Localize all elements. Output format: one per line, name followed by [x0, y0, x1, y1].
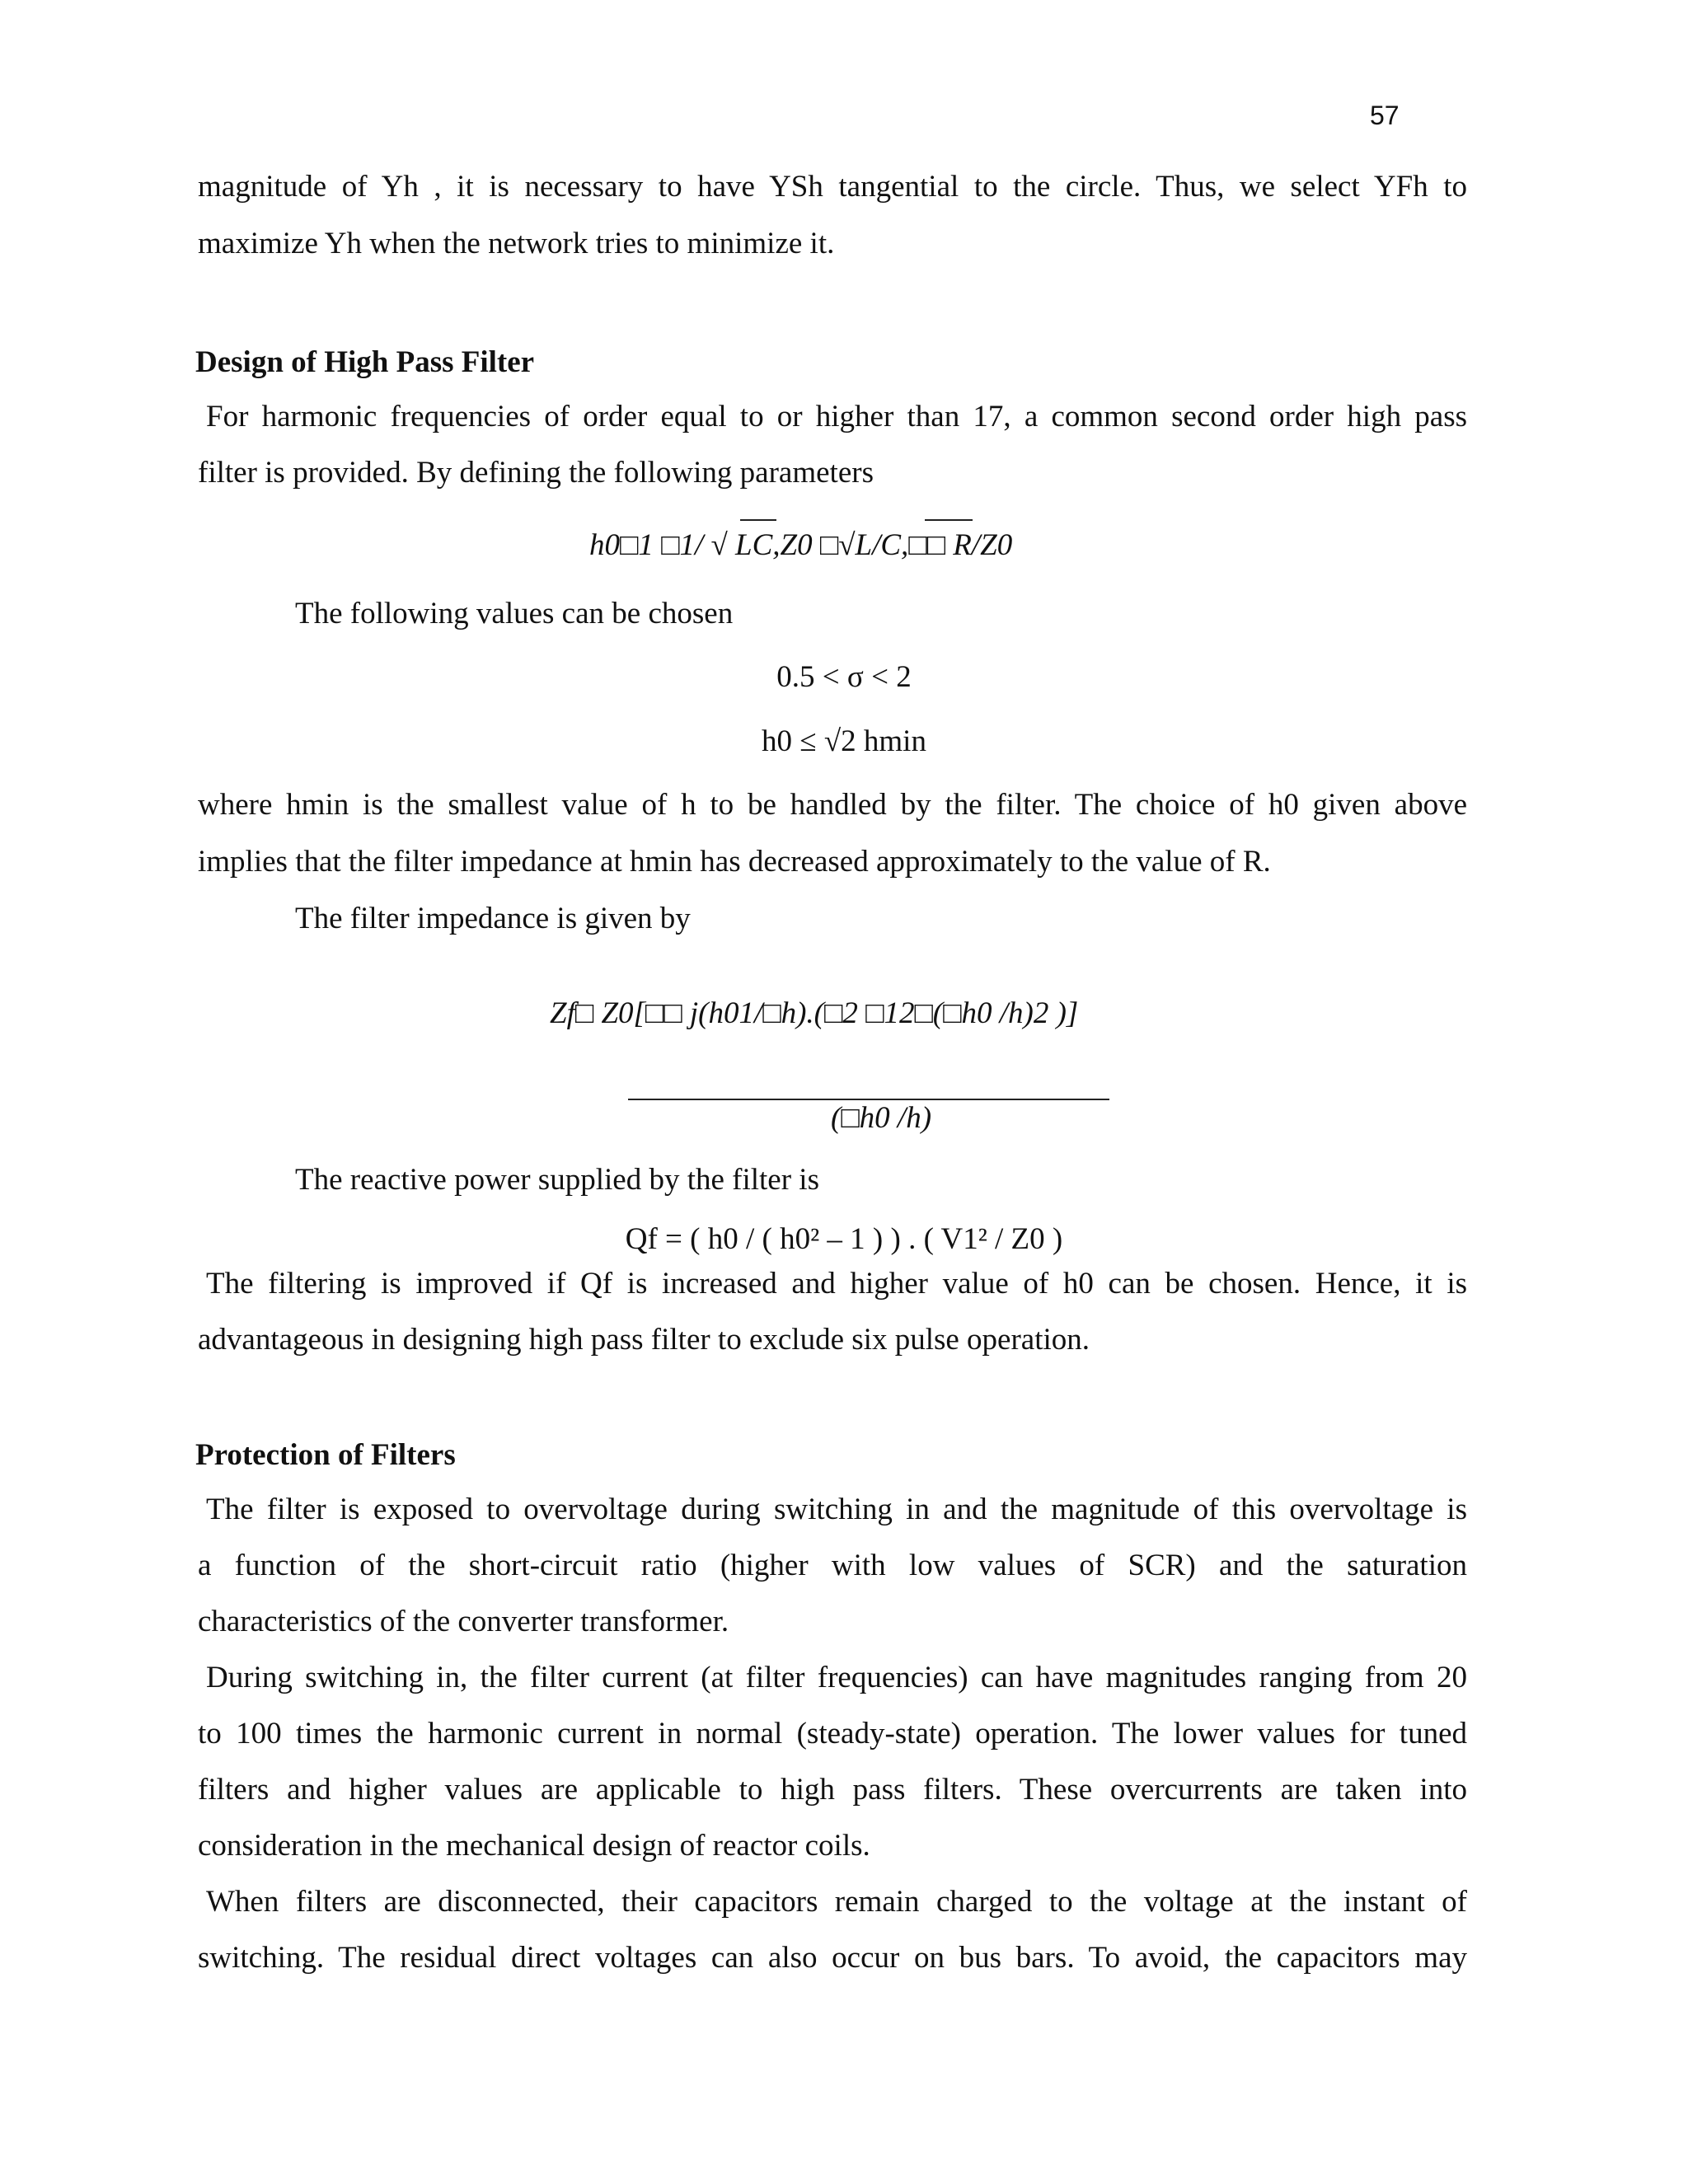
- para-line: filter is provided. By defining the following parameters: [198, 456, 874, 490]
- para-line: implies that the filter impedance at hmin has decreased approximately to the value of R.: [198, 845, 1271, 879]
- para-line: advantageous in designing high pass filter to exclude six pulse operation.: [198, 1323, 1090, 1357]
- equation-reactive-power: Qf = ( h0 / ( h0² – 1 ) ) . ( V1² / Z0 ): [625, 1222, 1063, 1256]
- equation-parameters: h0□1 □1/ √ LC,Z0 □√L/C,□□ R/Z0: [589, 528, 1013, 562]
- para-line: a function of the short-circuit ratio (higher with low values of SCR) and the saturation: [198, 1549, 1467, 1582]
- text-line: The reactive power supplied by the filter is: [295, 1163, 819, 1197]
- sqrt-overline: [740, 519, 776, 521]
- section-heading-high-pass-filter: Design of High Pass Filter: [195, 345, 535, 379]
- intro-line-2: maximize Yh when the network tries to minimize it.: [198, 227, 835, 260]
- intro-line-1: magnitude of Yh , it is necessary to have YSh tangential to the circle. Thus, we select YFh to: [198, 170, 1467, 204]
- para-line: switching. The residual direct voltages can also occur on bus bars. To avoid, the capacitors may: [198, 1941, 1467, 1975]
- para-line: to 100 times the harmonic current in normal (steady-state) operation. The lower values for tuned: [198, 1717, 1467, 1750]
- sqrt-overline: [925, 519, 973, 521]
- condition-sigma: 0.5 < σ < 2: [776, 660, 912, 694]
- para-line: During switching in, the filter current (at filter frequencies) can have magnitudes ranging from 20: [206, 1661, 1467, 1694]
- para-line: where hmin is the smallest value of h to be handled by the filter. The choice of h0 given above: [198, 788, 1467, 822]
- para-line: The filter is exposed to overvoltage during switching in and the magnitude of this overvoltage is: [206, 1493, 1467, 1526]
- para-line: When filters are disconnected, their capacitors remain charged to the voltage at the instant of: [206, 1885, 1467, 1919]
- para-line: consideration in the mechanical design of reactor coils.: [198, 1829, 870, 1863]
- text-line: The filter impedance is given by: [295, 902, 691, 935]
- para-line: filters and higher values are applicable to high pass filters. These overcurrents are taken into: [198, 1773, 1467, 1807]
- para-line: characteristics of the converter transformer.: [198, 1605, 729, 1638]
- para-line: For harmonic frequencies of order equal to or higher than 17, a common second order high pass: [206, 400, 1467, 434]
- text-line: The following values can be chosen: [295, 597, 734, 630]
- page-number: 57: [1370, 101, 1400, 130]
- para-line: The filtering is improved if Qf is increased and higher value of h0 can be chosen. Hence, it is: [206, 1267, 1467, 1301]
- equation-impedance-numerator: Zf□ Z0[□□ j(h01/□h).(□2 □12□(□h0 /h)2 )]: [550, 996, 1079, 1030]
- equation-impedance-denominator: (□h0 /h): [831, 1101, 932, 1135]
- section-heading-protection-of-filters: Protection of Filters: [195, 1438, 456, 1472]
- condition-h0: h0 ≤ √2 hmin: [762, 724, 926, 758]
